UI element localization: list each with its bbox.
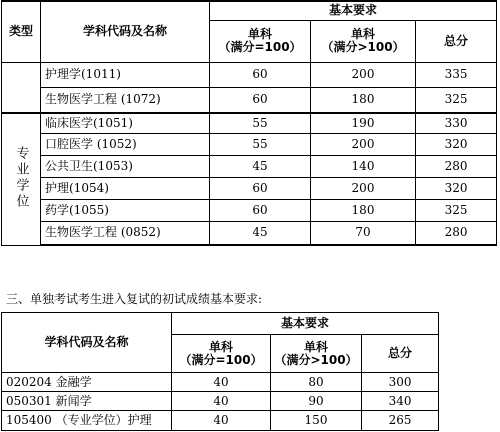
header-single-subject-over-100	[311, 20, 416, 62]
requirements-table-1	[1, 0, 497, 246]
score-single-100: 60	[210, 177, 311, 199]
table-row	[2, 221, 497, 245]
header-basic-requirements: 基本要求	[172, 313, 439, 335]
table-row	[2, 113, 497, 133]
type-cell-empty	[2, 62, 41, 113]
subject-name: 护理学(1011)	[41, 62, 210, 87]
header-single-label: 单科	[247, 27, 272, 41]
table-row	[2, 87, 497, 113]
score-total: 340	[362, 392, 439, 411]
score-single-over-100: 150	[271, 411, 362, 431]
score-single-100: 55	[210, 113, 311, 133]
requirements-table-2	[1, 312, 439, 431]
table-row	[2, 411, 439, 431]
score-single-100: 40	[172, 392, 271, 411]
score-single-100: 40	[172, 411, 271, 431]
score-total: 320	[416, 133, 497, 155]
header-total: 总分	[362, 335, 439, 373]
score-total: 325	[416, 87, 497, 113]
subject-name: 050301 新闻学	[2, 392, 172, 411]
score-single-100: 40	[172, 373, 271, 392]
score-single-over-100: 190	[311, 113, 416, 133]
table-row	[2, 199, 497, 221]
header-basic-requirements: 基本要求	[210, 1, 497, 20]
header-single-label: 单科	[208, 339, 233, 354]
header-type: 类型	[2, 1, 41, 62]
subject-name: 临床医学(1051)	[41, 113, 210, 133]
score-single-100: 60	[210, 87, 311, 113]
subject-name: 020204 金融学	[2, 373, 172, 392]
score-total: 280	[416, 155, 497, 177]
score-total: 335	[416, 62, 497, 87]
subject-name: 药学(1055)	[41, 199, 210, 221]
header-single-sub: （满分=100）	[218, 40, 302, 54]
subject-name: 生物医学工程 (1072)	[41, 87, 210, 113]
score-total: 280	[416, 221, 497, 245]
table-row	[2, 373, 439, 392]
professional-degree-label	[2, 113, 41, 245]
score-single-100: 55	[210, 133, 311, 155]
score-single-over-100: 80	[271, 373, 362, 392]
subject-name: 生物医学工程 (0852)	[41, 221, 210, 245]
table-row	[2, 392, 439, 411]
score-single-100: 45	[210, 221, 311, 245]
score-single-100: 60	[210, 62, 311, 87]
score-total: 330	[416, 113, 497, 133]
table-row	[2, 177, 497, 199]
score-single-over-100: 200	[311, 133, 416, 155]
header-single-subject-100	[210, 20, 311, 62]
header-code-name: 学科代码及名称	[2, 313, 172, 373]
subject-name: 公共卫生(1053)	[41, 155, 210, 177]
score-single-over-100: 180	[311, 199, 416, 221]
table-row	[2, 62, 497, 87]
score-total: 320	[416, 177, 497, 199]
header-single-sub: （满分>100）	[274, 352, 358, 367]
table-row	[2, 155, 497, 177]
header-single-sub: （满分>100）	[321, 40, 405, 54]
table-row	[2, 133, 497, 155]
header-single-label: 单科	[350, 27, 375, 41]
score-total: 300	[362, 373, 439, 392]
header-single-label: 单科	[303, 339, 328, 354]
score-total: 325	[416, 199, 497, 221]
score-single-100: 60	[210, 199, 311, 221]
header-single-subject-100	[172, 335, 271, 373]
score-single-over-100: 140	[311, 155, 416, 177]
score-single-100: 45	[210, 155, 311, 177]
score-single-over-100: 70	[311, 221, 416, 245]
section-caption: 三、单独考试考生进入复试的初试成绩基本要求:	[6, 292, 263, 306]
score-single-over-100: 200	[311, 177, 416, 199]
header-single-subject-over-100	[271, 335, 362, 373]
score-single-over-100: 200	[311, 62, 416, 87]
group-label-text: 专业学位	[13, 145, 29, 210]
subject-name: 护理(1054)	[41, 177, 210, 199]
header-code-name: 学科代码及名称	[41, 1, 210, 62]
header-total: 总分	[416, 20, 497, 62]
subject-name: 105400 （专业学位）护理	[2, 411, 172, 431]
header-single-sub: （满分=100）	[179, 352, 263, 367]
score-total: 265	[362, 411, 439, 431]
score-single-over-100: 180	[311, 87, 416, 113]
subject-name: 口腔医学 (1052)	[41, 133, 210, 155]
score-single-over-100: 90	[271, 392, 362, 411]
